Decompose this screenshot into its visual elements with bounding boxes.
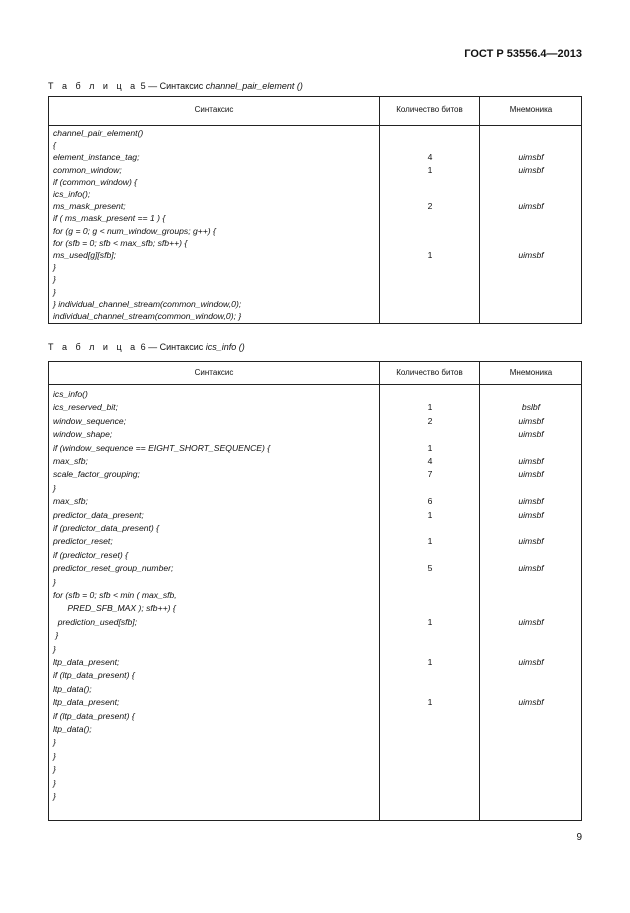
table6-caption: [48, 342, 245, 352]
mnemonic-cell: uimsbf: [518, 164, 544, 175]
syntax-cell: predictor_reset;: [53, 536, 113, 547]
mnemonic-cell: uimsbf: [518, 429, 544, 440]
syntax-cell: ics_info(): [53, 389, 88, 399]
syntax-cell: if (predictor_data_present) {: [53, 523, 160, 533]
caption-text: — Синтаксис: [148, 342, 204, 352]
syntax-cell: ltp_data_present;: [53, 697, 120, 708]
syntax-cell: }: [53, 791, 56, 801]
syntax-cell: channel_pair_element(): [53, 128, 144, 138]
syntax-cell: }: [53, 777, 56, 788]
syntax-cell: ltp_data();: [53, 724, 92, 734]
table-row: [49, 577, 581, 590]
table-row: [49, 443, 581, 456]
bits-cell: 6: [427, 496, 433, 507]
table-row: [49, 523, 581, 536]
syntax-cell: individual_channel_stream(common_window,0); }: [53, 311, 242, 321]
bits-cell: 4: [427, 152, 433, 163]
table-row: [49, 684, 581, 697]
bits-cell: 1: [427, 536, 433, 547]
syntax-cell: PRED_SFB_MAX ); sfb++) {: [53, 603, 176, 614]
table-row: [49, 311, 581, 324]
syntax-cell: }: [53, 737, 56, 748]
syntax-cell: for (g = 0; g < num_window_groups; g++) {: [53, 225, 216, 236]
table-row: [49, 724, 581, 737]
syntax-cell: predictor_data_present;: [53, 509, 144, 520]
syntax-cell: ltp_data_present;: [53, 657, 120, 667]
syntax-cell: window_shape;: [53, 429, 113, 440]
mnemonic-cell: uimsbf: [518, 536, 544, 547]
table-row: [49, 510, 581, 523]
syntax-cell: predictor_reset_group_number;: [53, 563, 174, 574]
standard-number: ГОСТ Р 53556.4—2013: [464, 48, 582, 60]
bits-cell: 1: [427, 442, 433, 453]
bits-cell: 1: [427, 402, 433, 413]
table5-caption: [48, 81, 303, 91]
bits-cell: 1: [427, 164, 433, 175]
syntax-cell: if (ltp_data_present) {: [53, 670, 135, 681]
col-mnemonic: Мнемоника: [509, 368, 553, 377]
bits-cell: 1: [427, 657, 433, 667]
syntax-cell: }: [53, 286, 56, 297]
syntax-cell: prediction_used[sfb];: [53, 616, 138, 627]
syntax-cell: window_sequence;: [53, 415, 127, 426]
table-row: [49, 416, 581, 429]
mnemonic-cell: bslbf: [521, 402, 541, 413]
syntax-cell: if (common_window) {: [53, 176, 138, 187]
syntax-cell: element_instance_tag;: [53, 152, 140, 163]
syntax-cell: }: [53, 764, 56, 775]
table-row: [49, 737, 581, 750]
caption-func: channel_pair_element (): [205, 81, 303, 91]
syntax-cell: scale_factor_grouping;: [53, 469, 140, 480]
bits-cell: 1: [427, 250, 433, 260]
table-row: [49, 751, 581, 764]
syntax-cell: max_sfb;: [53, 456, 88, 466]
caption-text: — Синтаксис: [148, 81, 204, 91]
syntax-cell: }: [53, 643, 56, 654]
table-row: [49, 496, 581, 509]
table-row: [49, 764, 581, 777]
table5: [48, 96, 582, 324]
bits-cell: 2: [427, 415, 433, 426]
table-row: [49, 711, 581, 724]
table-row: [49, 429, 581, 442]
page-number: 9: [576, 832, 582, 843]
mnemonic-cell: uimsbf: [518, 657, 544, 667]
syntax-cell: }: [53, 274, 56, 285]
table-row: [49, 402, 581, 415]
table-row: [49, 657, 581, 670]
col-mnemonic: Мнемоника: [509, 105, 553, 114]
syntax-cell: ics_info();: [53, 189, 91, 199]
table-row: [49, 456, 581, 469]
mnemonic-cell: uimsbf: [518, 201, 544, 212]
syntax-cell: ms_used[g][sfb];: [53, 250, 117, 260]
mnemonic-cell: uimsbf: [518, 250, 544, 260]
mnemonic-cell: uimsbf: [518, 152, 544, 163]
caption-prefix: Т а б л и ц а: [48, 342, 139, 352]
bits-cell: 7: [427, 469, 433, 480]
mnemonic-cell: uimsbf: [518, 496, 544, 507]
bits-cell: 4: [427, 456, 433, 466]
syntax-cell: }: [53, 262, 56, 273]
mnemonic-cell: uimsbf: [518, 415, 544, 426]
syntax-cell: max_sfb;: [53, 496, 88, 507]
table-row: [49, 563, 581, 576]
syntax-cell: } individual_channel_stream(common_window,0);: [53, 298, 242, 309]
mnemonic-cell: uimsbf: [518, 456, 544, 466]
table-row: [49, 389, 581, 402]
mnemonic-cell: uimsbf: [518, 563, 544, 574]
syntax-cell: if (window_sequence == EIGHT_SHORT_SEQUENCE) {: [53, 442, 271, 453]
table-row: [49, 778, 581, 791]
table-row: [49, 536, 581, 549]
syntax-cell: {: [53, 140, 56, 151]
syntax-cell: if (predictor_reset) {: [53, 549, 128, 560]
bits-cell: 1: [427, 697, 433, 708]
caption-prefix: Т а б л и ц а: [48, 81, 139, 91]
bits-cell: 5: [427, 563, 433, 574]
col-bits: Количество битов: [396, 368, 463, 377]
bits-cell: 1: [427, 616, 433, 627]
bits-cell: 2: [427, 201, 433, 212]
table-header: [49, 362, 581, 385]
syntax-cell: ms_mask_present;: [53, 201, 126, 212]
caption-number: 5: [140, 81, 146, 91]
col-bits: Количество битов: [396, 105, 463, 114]
syntax-cell: }: [53, 630, 59, 641]
syntax-cell: ltp_data();: [53, 683, 92, 694]
table-row: [49, 550, 581, 563]
mnemonic-cell: uimsbf: [518, 697, 544, 708]
col-syntax: Синтаксис: [194, 368, 234, 377]
caption-func: ics_info (): [205, 342, 245, 352]
syntax-cell: for (sfb = 0; sfb < max_sfb; sfb++) {: [53, 237, 188, 248]
table6: [48, 361, 582, 821]
table-header: [49, 97, 581, 126]
syntax-cell: common_window;: [53, 164, 122, 175]
syntax-cell: if ( ms_mask_present == 1 ) {: [53, 213, 166, 224]
syntax-cell: if (ltp_data_present) {: [53, 710, 135, 721]
table-row: [49, 603, 581, 616]
bits-cell: 1: [427, 509, 433, 520]
syntax-cell: ics_reserved_bit;: [53, 402, 118, 413]
table-row: [49, 617, 581, 630]
table-row: [49, 670, 581, 683]
table-row: [49, 630, 581, 643]
table-row: [49, 590, 581, 603]
syntax-cell: }: [53, 576, 56, 587]
table-row: [49, 644, 581, 657]
table-row: [49, 483, 581, 496]
caption-number: 6: [140, 342, 146, 352]
syntax-cell: for (sfb = 0; sfb < min ( max_sfb,: [53, 590, 177, 600]
syntax-cell: }: [53, 750, 56, 761]
mnemonic-cell: uimsbf: [518, 616, 544, 627]
table-row: [49, 697, 581, 710]
table-row: [49, 469, 581, 482]
mnemonic-cell: uimsbf: [518, 469, 544, 480]
col-syntax: Синтаксис: [194, 105, 234, 114]
mnemonic-cell: uimsbf: [518, 509, 544, 520]
syntax-cell: }: [53, 482, 56, 493]
table-row: [49, 791, 581, 804]
